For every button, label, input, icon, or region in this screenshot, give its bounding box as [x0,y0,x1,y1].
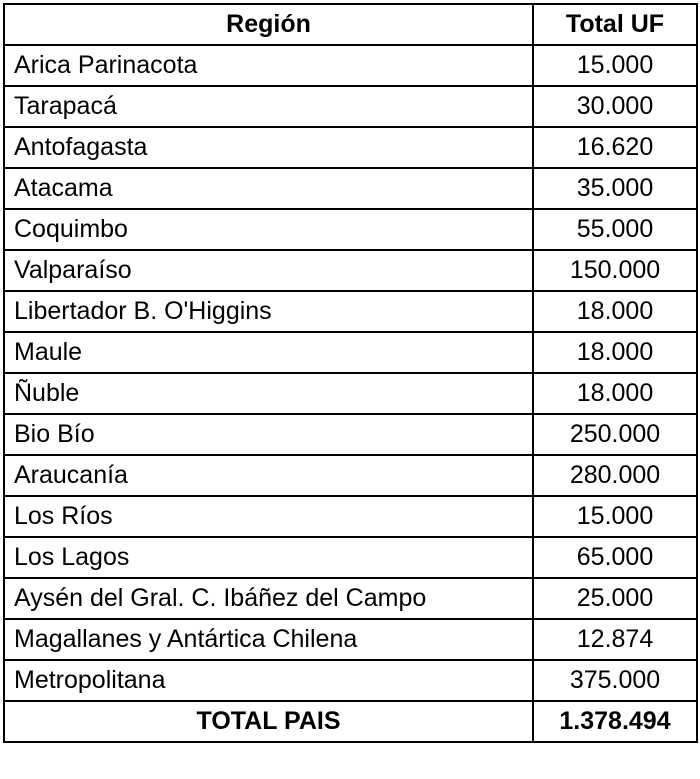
total-uf-cell: 15.000 [533,496,697,537]
table-row [4,496,697,537]
table-row [4,86,697,127]
region-name-cell: Maule [4,332,533,373]
table-body [4,45,697,701]
total-uf-cell: 16.620 [533,127,697,168]
regional-totals-table [3,3,698,743]
total-uf-cell: 12.874 [533,619,697,660]
table-row [4,578,697,619]
total-uf-cell: 280.000 [533,455,697,496]
table-row [4,537,697,578]
total-uf-cell: 30.000 [533,86,697,127]
region-name-cell: Araucanía [4,455,533,496]
total-row [4,701,697,742]
region-name-cell: Valparaíso [4,250,533,291]
total-uf-cell: 375.000 [533,660,697,701]
table-row [4,45,697,86]
table-row [4,250,697,291]
table-row [4,291,697,332]
total-uf-cell: 150.000 [533,250,697,291]
total-column-header: Total UF [533,4,697,45]
region-name-cell: Metropolitana [4,660,533,701]
total-uf-cell: 25.000 [533,578,697,619]
region-name-cell: Los Ríos [4,496,533,537]
total-uf-cell: 250.000 [533,414,697,455]
total-label: TOTAL PAIS [4,701,533,742]
region-column-header: Región [4,4,533,45]
total-uf-cell: 18.000 [533,332,697,373]
region-name-cell: Tarapacá [4,86,533,127]
region-name-cell: Antofagasta [4,127,533,168]
total-uf-cell: 18.000 [533,373,697,414]
table-row [4,455,697,496]
region-name-cell: Los Lagos [4,537,533,578]
table-row [4,619,697,660]
total-uf-cell: 65.000 [533,537,697,578]
total-value: 1.378.494 [533,701,697,742]
region-name-cell: Ñuble [4,373,533,414]
total-uf-cell: 35.000 [533,168,697,209]
region-name-cell: Aysén del Gral. C. Ibáñez del Campo [4,578,533,619]
table-row [4,127,697,168]
table-row [4,660,697,701]
region-name-cell: Arica Parinacota [4,45,533,86]
total-uf-cell: 55.000 [533,209,697,250]
header-row [4,4,697,45]
region-name-cell: Libertador B. O'Higgins [4,291,533,332]
total-uf-cell: 18.000 [533,291,697,332]
table-row [4,168,697,209]
table-row [4,414,697,455]
region-name-cell: Coquimbo [4,209,533,250]
region-name-cell: Bio Bío [4,414,533,455]
total-uf-cell: 15.000 [533,45,697,86]
region-name-cell: Atacama [4,168,533,209]
table-row [4,332,697,373]
table-row [4,373,697,414]
table-row [4,209,697,250]
region-name-cell: Magallanes y Antártica Chilena [4,619,533,660]
